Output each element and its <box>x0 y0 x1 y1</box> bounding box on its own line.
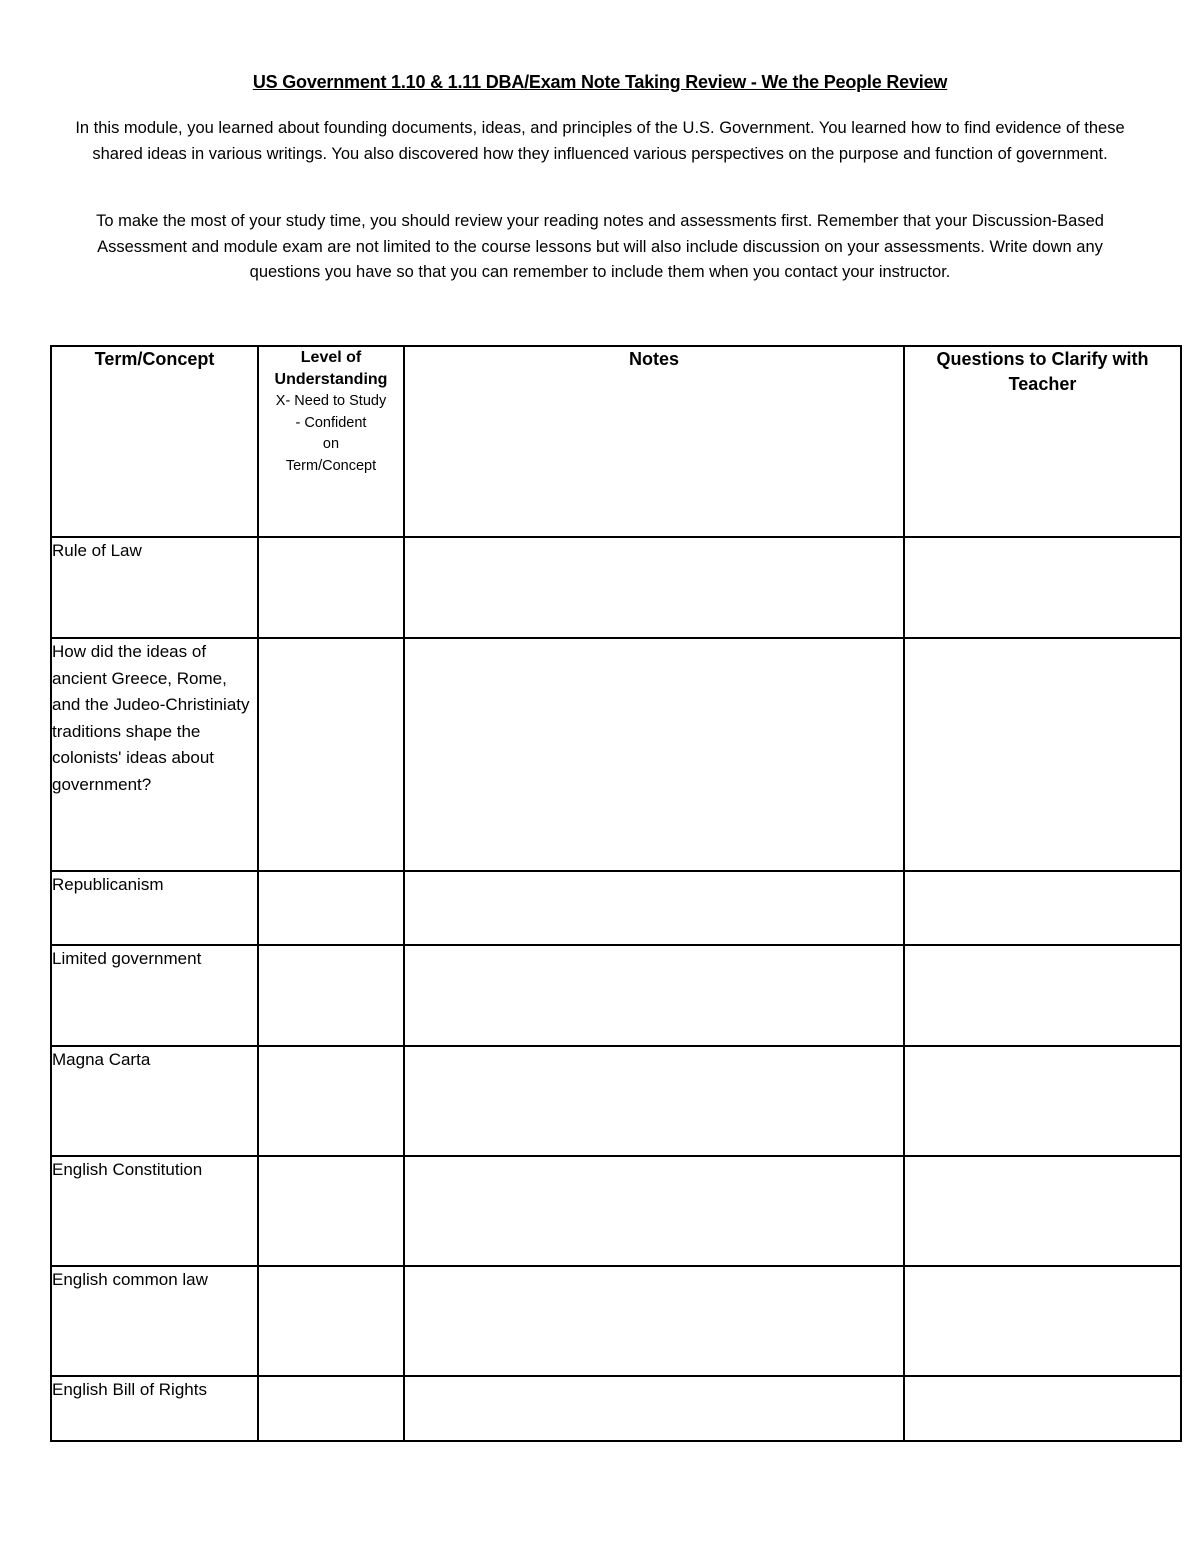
term-cell: Magna Carta <box>51 1046 258 1156</box>
term-cell: English Bill of Rights <box>51 1376 258 1441</box>
questions-cell[interactable] <box>904 1156 1181 1266</box>
table-row <box>51 945 1181 1046</box>
header-row <box>51 346 1181 537</box>
questions-cell[interactable] <box>904 945 1181 1046</box>
review-table <box>50 345 1182 1442</box>
intro-paragraph-1: In this module, you learned about founding documents, ideas, and principles of the U.S. Government. You learned how to find evidence of these shared ideas in various writings. You also discovered how they influenced various perspectives on the purpose and function of government. <box>75 119 1125 163</box>
level-key-line-1: X- Need to Study <box>275 393 387 409</box>
notes-cell[interactable] <box>404 638 904 871</box>
table-row <box>51 1376 1181 1441</box>
questions-cell[interactable] <box>904 1046 1181 1156</box>
header-questions: Questions to Clarify with Teacher <box>904 346 1181 537</box>
level-cell[interactable] <box>258 537 404 638</box>
level-cell[interactable] <box>258 871 404 945</box>
header-level-of-understanding <box>258 346 404 537</box>
level-cell[interactable] <box>258 1156 404 1266</box>
notes-cell[interactable] <box>404 537 904 638</box>
header-notes: Notes <box>404 346 904 537</box>
notes-cell[interactable] <box>404 1046 904 1156</box>
level-cell[interactable] <box>258 1266 404 1376</box>
questions-cell[interactable] <box>904 638 1181 871</box>
table-row <box>51 1046 1181 1156</box>
document-title: US Government 1.10 & 1.11 DBA/Exam Note Taking Review - We the People Review <box>252 72 948 92</box>
table-row <box>51 1156 1181 1266</box>
term-cell: Republicanism <box>51 871 258 945</box>
header-term-concept: Term/Concept <box>51 346 258 537</box>
level-cell[interactable] <box>258 1376 404 1441</box>
notes-cell[interactable] <box>404 871 904 945</box>
table-row <box>51 871 1181 945</box>
term-cell: English Constitution <box>51 1156 258 1266</box>
notes-cell[interactable] <box>404 1376 904 1441</box>
table-row <box>51 638 1181 871</box>
questions-cell[interactable] <box>904 537 1181 638</box>
level-cell[interactable] <box>258 945 404 1046</box>
term-cell: How did the ideas of ancient Greece, Rome, and the Judeo-Christiniaty traditions shape the colonists' ideas about government? <box>51 638 258 871</box>
level-cell[interactable] <box>258 638 404 871</box>
term-cell: Limited government <box>51 945 258 1046</box>
notes-cell[interactable] <box>404 945 904 1046</box>
questions-cell[interactable] <box>904 1376 1181 1441</box>
questions-cell[interactable] <box>904 871 1181 945</box>
notes-cell[interactable] <box>404 1156 904 1266</box>
table-row <box>51 1266 1181 1376</box>
term-cell: Rule of Law <box>51 537 258 638</box>
level-cell[interactable] <box>258 1046 404 1156</box>
questions-cell[interactable] <box>904 1266 1181 1376</box>
term-cell: English common law <box>51 1266 258 1376</box>
level-key-line-2: - Confident <box>295 414 367 431</box>
table-row <box>51 537 1181 638</box>
intro-paragraph-2: To make the most of your study time, you should review your reading notes and assessments first. Remember that your Discussion-Based Assessment and module exam are not limited to the course lessons but will also include discussion on your assessments. Write down any questions you have so that you can remember to include them when you contact your instructor. <box>96 212 1104 281</box>
level-key-line-3: on <box>322 436 340 452</box>
notes-cell[interactable] <box>404 1266 904 1376</box>
level-key-line-4: Term/Concept <box>285 457 377 474</box>
level-title: Level of Understanding <box>274 349 388 388</box>
